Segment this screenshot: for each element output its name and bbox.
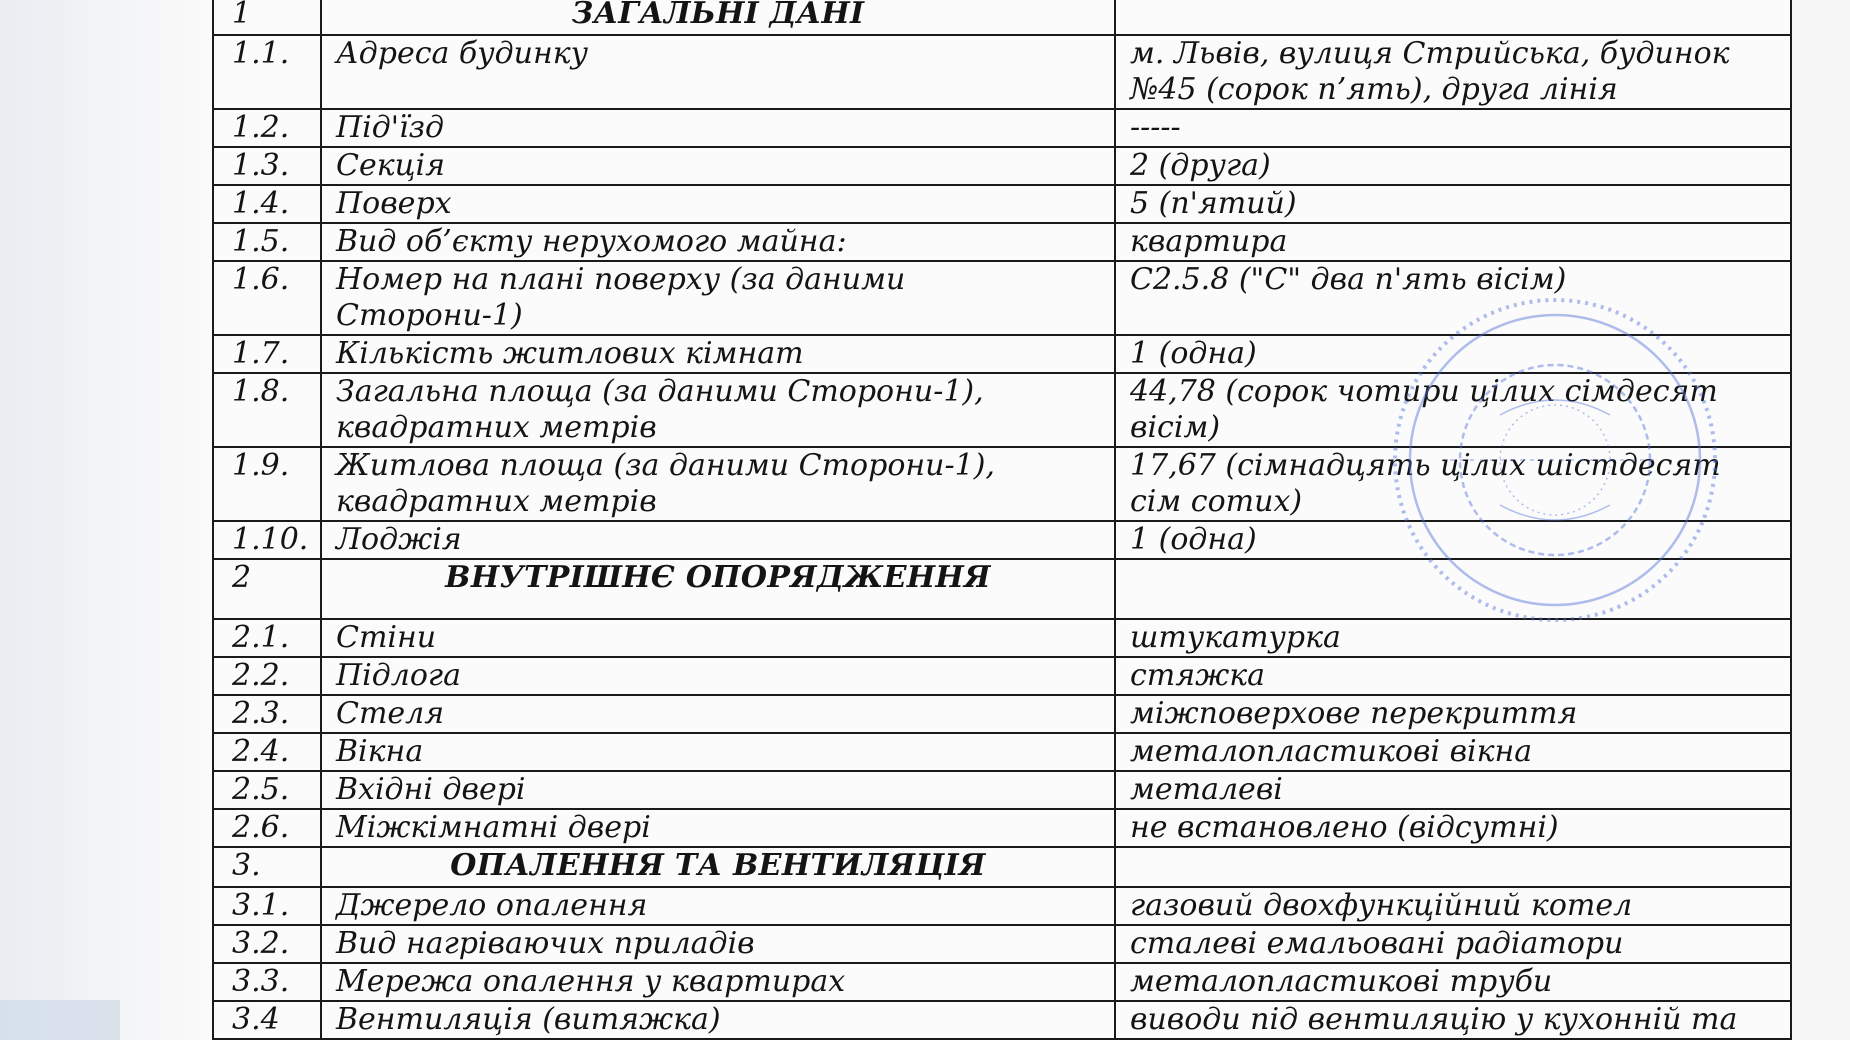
row-value: металопластикові труби	[1115, 963, 1791, 1001]
row-label: Адреса будинку	[321, 35, 1115, 109]
row-value: не встановлено (відсутні)	[1115, 809, 1791, 847]
row-value: 5 (п'ятий)	[1115, 185, 1791, 223]
section-empty-cell	[1115, 559, 1791, 619]
row-label: Кількість житлових кімнат	[321, 335, 1115, 373]
row-number: 1.4.	[213, 185, 321, 223]
row-label: Мережа опалення у квартирах	[321, 963, 1115, 1001]
page-right-margin	[1790, 0, 1850, 1040]
table-row	[213, 925, 1791, 963]
table-row	[213, 963, 1791, 1001]
section-empty-cell	[1115, 0, 1791, 35]
section-empty-cell	[1115, 847, 1791, 887]
row-label: Вікна	[321, 733, 1115, 771]
section-number: 3.	[213, 847, 321, 887]
table-row	[213, 695, 1791, 733]
table-row	[213, 771, 1791, 809]
row-number: 1.1.	[213, 35, 321, 109]
row-label: Вид нагріваючих приладів	[321, 925, 1115, 963]
section-title: ОПАЛЕННЯ ТА ВЕНТИЛЯЦІЯ	[321, 847, 1115, 887]
section-number: 2	[213, 559, 321, 619]
row-value: 17,67 (сімнадцять цілих шістдесят сім сотих)	[1115, 447, 1791, 521]
row-number: 1.2.	[213, 109, 321, 147]
table-row	[213, 147, 1791, 185]
row-value: 1 (одна)	[1115, 335, 1791, 373]
row-number: 3.4	[213, 1001, 321, 1039]
table-row	[213, 223, 1791, 261]
row-label: Житлова площа (за даними Сторони-1), квадратних метрів	[321, 447, 1115, 521]
row-value: 44,78 (сорок чотири цілих сімдесят вісім)	[1115, 373, 1791, 447]
section-number: 1	[213, 0, 321, 35]
row-label: Лоджія	[321, 521, 1115, 559]
row-number: 2.2.	[213, 657, 321, 695]
row-value: 1 (одна)	[1115, 521, 1791, 559]
row-value: -----	[1115, 109, 1791, 147]
row-number: 1.8.	[213, 373, 321, 447]
row-value: м. Львів, вулиця Стрийська, будинок №45 (сорок п’ять), друга лінія	[1115, 35, 1791, 109]
row-label: Міжкімнатні двері	[321, 809, 1115, 847]
table-row	[213, 887, 1791, 925]
row-label: Номер на плані поверху (за даними Сторони-1)	[321, 261, 1115, 335]
row-number: 1.7.	[213, 335, 321, 373]
row-label: Стеля	[321, 695, 1115, 733]
row-number: 1.3.	[213, 147, 321, 185]
row-value: штукатурка	[1115, 619, 1791, 657]
row-value: 2 (друга)	[1115, 147, 1791, 185]
row-label: Вхідні двері	[321, 771, 1115, 809]
table-row	[213, 1001, 1791, 1039]
section-title: ВНУТРІШНЄ ОПОРЯДЖЕННЯ	[321, 559, 1115, 619]
row-label: Вентиляція (витяжка)	[321, 1001, 1115, 1039]
row-value: металопластикові вікна	[1115, 733, 1791, 771]
section-header-row	[213, 559, 1791, 619]
table-row	[213, 521, 1791, 559]
row-number: 3.1.	[213, 887, 321, 925]
row-value: газовий двохфункційний котел	[1115, 887, 1791, 925]
table-row	[213, 809, 1791, 847]
page-left-margin	[0, 0, 210, 1040]
row-value: сталеві емальовані радіатори	[1115, 925, 1791, 963]
row-label: Під'їзд	[321, 109, 1115, 147]
row-label: Підлога	[321, 657, 1115, 695]
table-row	[213, 733, 1791, 771]
row-value: С2.5.8 ("С" два п'ять вісім)	[1115, 261, 1791, 335]
row-value: міжповерхове перекриття	[1115, 695, 1791, 733]
row-number: 3.3.	[213, 963, 321, 1001]
row-value: квартира	[1115, 223, 1791, 261]
row-label: Стіни	[321, 619, 1115, 657]
row-number: 1.9.	[213, 447, 321, 521]
row-number: 2.5.	[213, 771, 321, 809]
row-number: 1.5.	[213, 223, 321, 261]
row-number: 3.2.	[213, 925, 321, 963]
row-label: Вид об’єкту нерухомого майна:	[321, 223, 1115, 261]
row-number: 2.1.	[213, 619, 321, 657]
section-title: ЗАГАЛЬНІ ДАНІ	[321, 0, 1115, 35]
table-row	[213, 35, 1791, 109]
row-label: Секція	[321, 147, 1115, 185]
table-row	[213, 261, 1791, 335]
table-row	[213, 657, 1791, 695]
table-row	[213, 619, 1791, 657]
property-spec-table	[212, 0, 1792, 1040]
row-number: 2.6.	[213, 809, 321, 847]
row-label: Поверх	[321, 185, 1115, 223]
page-corner-strip	[0, 1000, 120, 1040]
section-header-row	[213, 0, 1791, 35]
row-label: Джерело опалення	[321, 887, 1115, 925]
table-row	[213, 109, 1791, 147]
row-value: виводи під вентиляцію у кухонній та	[1115, 1001, 1791, 1039]
row-value: стяжка	[1115, 657, 1791, 695]
row-number: 2.4.	[213, 733, 321, 771]
table-row	[213, 185, 1791, 223]
table-row	[213, 335, 1791, 373]
row-label: Загальна площа (за даними Сторони-1), квадратних метрів	[321, 373, 1115, 447]
row-value: металеві	[1115, 771, 1791, 809]
row-number: 1.10.	[213, 521, 321, 559]
row-number: 2.3.	[213, 695, 321, 733]
row-number: 1.6.	[213, 261, 321, 335]
table-row	[213, 373, 1791, 447]
section-header-row	[213, 847, 1791, 887]
table-row	[213, 447, 1791, 521]
